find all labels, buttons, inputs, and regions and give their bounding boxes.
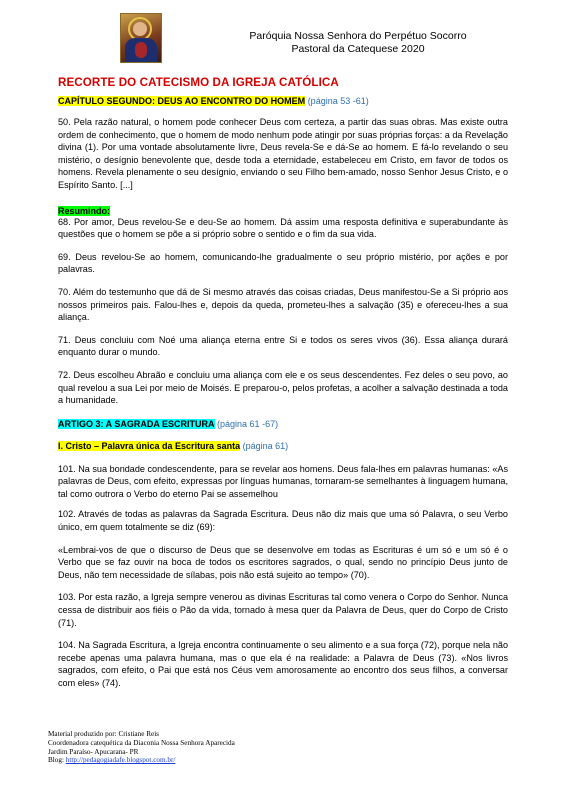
- paragraph-101: 101. Na sua bondade condescendente, para se revelar aos homens. Deus fala-lhes em palavras humanas: «As palavras de Deus, com efeito, expressas por línguas humanas, tornaram-se semelhantes à linguagem humana, tal como outrora o Verbo do eterno Pai se assemelhou: [58, 463, 508, 499]
- summary-label: Resumindo:: [58, 205, 111, 216]
- paragraph-102: 102. Através de todas as palavras da Sagrada Escritura. Deus não diz mais que uma só Palavra, o seu Verbo único, em quem totalmente se diz (69):: [58, 509, 508, 533]
- quote-paragraph: «Lembrai-vos de que o discurso de Deus que se desenvolve em todas as Escrituras é um só e um só é o Verbo que se faz ouvir na boca de todos os escritores sagrados, o qual, sendo no princípio Deus junto de Deus, não tem necessidade de sílabas, pois não está sujeito ao tempo» (70).: [58, 544, 508, 580]
- parish-heading: [208, 30, 508, 56]
- document-title: RECORTE DO CATECISMO DA IGREJA CATÓLICA: [58, 76, 339, 89]
- subsection-title: I. Cristo – Palavra única da Escritura santa: [58, 440, 241, 451]
- paragraph-72: 72. Deus escolheu Abraão e concluiu uma aliança com ele e os seus descendentes. Fez deles o seu povo, ao qual revelou a sua Lei por meio de Moisés. E preparou-o, pelos profetas, a acolher a salvação destinada a toda a humanidade.: [58, 369, 508, 406]
- blog-label: Blog:: [48, 756, 66, 765]
- paragraph-71: 71. Deus concluiu com Noé uma aliança eterna entre Si e todos os seres vivos (36). Essa aliança durará enquanto durar o mundo.: [58, 334, 508, 358]
- paragraph-70: 70. Além do testemunho que dá de Si mesmo através das coisas criadas, Deus manifestou-Se a Si próprio aos nossos primeiros pais. Falou-lhes e, depois da queda, prometeu-lhes a salvação (35) e ofereceu-lhes a sua aliança.: [58, 286, 508, 323]
- paragraph-104: 104. Na Sagrada Escritura, a Igreja encontra continuamente o seu alimento e a sua força (72), porque nela não recebe apenas uma palavra humana, mas o que ela é na realidade: a Palavra de Deus (73). «Nos livros sagrados, com efeito, o Pai que está nos Céus vem amorosamente ao encontro dos seus filhos, a conversar com eles» (74).: [58, 640, 508, 688]
- blog-link[interactable]: http://pedagogiadafe.blogspot.com.br/: [65, 756, 176, 765]
- paragraph-68: 68. Por amor, Deus revelou-Se e deu-Se ao homem. Dá assim uma resposta definitiva e superabundante às questões que o homem se põe a si próprio sobre o sentido e o fim da sua vida.: [58, 216, 508, 240]
- chapter-title: CAPÍTULO SEGUNDO: DEUS AO ENCONTRO DO HOMEM: [58, 96, 306, 106]
- madonna-icon: [120, 13, 162, 63]
- subsection-page-ref: (página 61): [242, 440, 289, 451]
- parish-name: Paróquia Nossa Senhora do Perpétuo Socorro: [249, 30, 467, 42]
- summary-heading: [58, 206, 508, 216]
- page-footer: [48, 730, 235, 765]
- article-page-ref: (página 61 -67): [217, 418, 279, 429]
- chapter-heading: [58, 96, 508, 106]
- pastoral-name: Pastoral da Catequese 2020: [291, 43, 425, 55]
- subsection-heading: [58, 441, 508, 451]
- footer-blog: [48, 756, 235, 765]
- article-title: ARTIGO 3: A SAGRADA ESCRITURA: [58, 418, 215, 429]
- article-heading: [58, 419, 508, 429]
- footer-location: Jardim Paraíso- Apucarana- PR: [48, 747, 139, 756]
- paragraph-50: 50. Pela razão natural, o homem pode conhecer Deus com certeza, a partir das suas obras. Mas existe outra ordem de conhecimento, que o homem de modo nenhum pode atingir por suas próprias forças: a da Revelação divina (1). Por uma vontade absolutamente livre, Deus revela-Se e dá-Se ao homem. E fá-lo revelando o seu mistério, o desígnio benevolente que, desde toda a eternidade, estabeleceu em Cristo, em favor de todos os homens. Revela plenamente o seu desígnio, enviando o seu Filho bem-amado, nosso Senhor Jesus Cristo, e o Espírito Santo. [...]: [58, 117, 508, 190]
- footer-author: Material produzido por: Cristiane Reis: [48, 730, 159, 738]
- paragraph-69: 69. Deus revelou-Se ao homem, comunicando-lhe gradualmente o seu próprio mistério, por ações e por palavras.: [58, 251, 508, 275]
- chapter-page-ref: (página 53 -61): [307, 96, 369, 106]
- paragraph-103: 103. Por esta razão, a Igreja sempre venerou as divinas Escrituras tal como venera o Corpo do Senhor. Nunca cessa de distribuir aos fiéis o Pão da vida, tornado à mesa quer da Palavra de Deus, quer do Corpo de Cristo (71).: [58, 592, 508, 628]
- footer-role: Coordenadora catequética da Diaconia Nossa Senhora Aparecida: [48, 738, 235, 747]
- page-header: [58, 0, 508, 70]
